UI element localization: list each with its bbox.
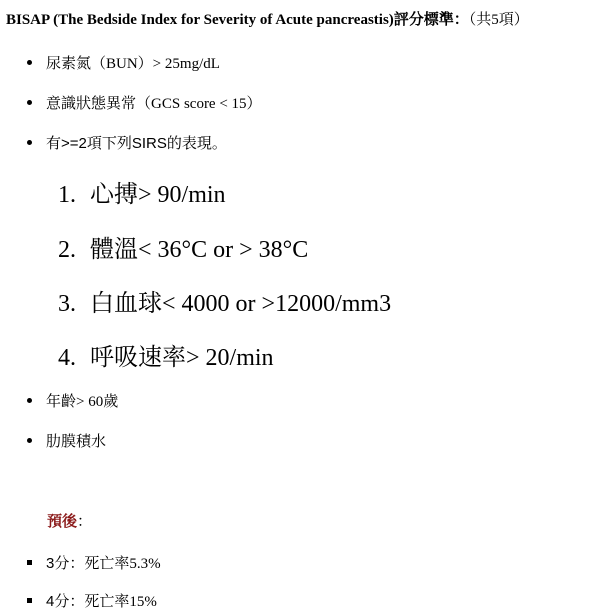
- prognosis-mortality: 5.3%: [129, 556, 161, 572]
- sirs-number: 4.: [58, 345, 76, 371]
- criterion-label: 有>=2項下列SIRS的表現。: [46, 135, 227, 152]
- criterion-label: 年齡: [46, 393, 77, 410]
- sirs-value: < 4000 or >12000/mm3: [162, 291, 392, 317]
- bullet-square-icon: [27, 598, 32, 603]
- bullet-square-icon: [27, 560, 32, 565]
- criterion-label: 肋膜積水: [46, 433, 107, 450]
- criterion-label: 意識狀態異常: [46, 95, 137, 112]
- criterion-value: （GCS score < 15）: [136, 96, 262, 112]
- criterion-value: > 60歲: [76, 394, 119, 410]
- prognosis-heading: [47, 510, 92, 531]
- sirs-number: 2.: [58, 237, 76, 263]
- prognosis-item-3: [27, 552, 161, 573]
- prognosis-label: 預後: [47, 513, 78, 530]
- prognosis-colon: ：: [77, 513, 93, 530]
- prognosis-score-label: 3分：死亡率: [46, 555, 130, 572]
- bullet-dot-icon: [27, 100, 32, 105]
- prognosis-mortality: 15%: [129, 594, 157, 610]
- bullet-dot-icon: [27, 140, 32, 145]
- sirs-item-heart-rate: [58, 174, 226, 209]
- sirs-label: 心搏: [90, 181, 138, 208]
- bullet-dot-icon: [27, 398, 32, 403]
- bullet-dot-icon: [27, 438, 32, 443]
- sirs-label: 呼吸速率: [90, 344, 186, 371]
- criterion-gcs: [27, 92, 262, 113]
- sirs-value: > 90/min: [138, 182, 226, 208]
- prognosis-item-4: [27, 590, 157, 611]
- sirs-item-wbc: [58, 283, 391, 318]
- sirs-number: 1.: [58, 182, 76, 208]
- criterion-label: 尿素氮: [46, 55, 92, 72]
- criterion-bun: [27, 52, 220, 73]
- sirs-value: > 20/min: [186, 345, 274, 371]
- sirs-item-temperature: [58, 229, 308, 264]
- criterion-pleural-effusion: [27, 430, 106, 451]
- bullet-dot-icon: [27, 60, 32, 65]
- sirs-item-respiratory-rate: [58, 337, 274, 372]
- criterion-sirs: [27, 132, 227, 153]
- criterion-value: （BUN）> 25mg/dL: [91, 56, 220, 72]
- title-main: BISAP (The Bedside Index for Severity of Acute pancreastis)評分標準：: [6, 12, 469, 28]
- sirs-label: 白血球: [90, 290, 162, 317]
- title-note: （共5項）: [468, 12, 529, 28]
- sirs-value: < 36°C or > 38°C: [138, 237, 309, 263]
- criterion-age: [27, 390, 118, 411]
- sirs-number: 3.: [58, 291, 76, 317]
- prognosis-score-label: 4分：死亡率: [46, 593, 130, 610]
- sirs-label: 體溫: [90, 236, 138, 263]
- page-title: [6, 8, 529, 29]
